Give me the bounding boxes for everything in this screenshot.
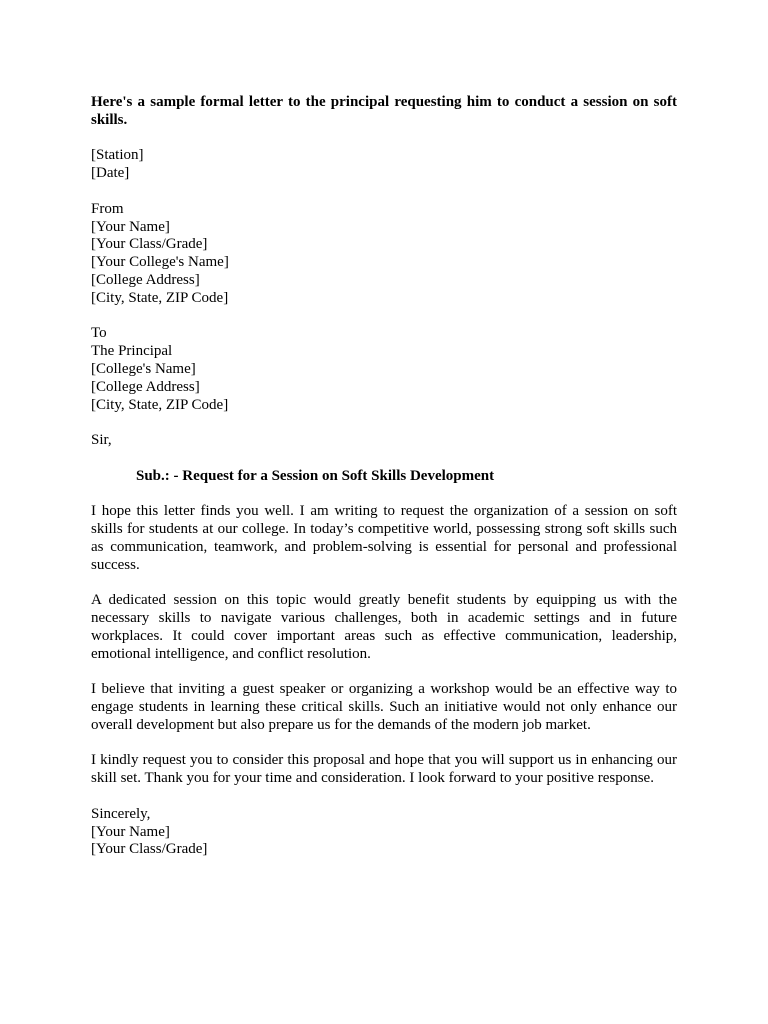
to-label: To bbox=[91, 325, 107, 342]
sender-name: [Your Name] bbox=[91, 218, 170, 235]
to-address-block bbox=[91, 325, 677, 414]
spacer bbox=[91, 130, 677, 148]
spacer bbox=[91, 486, 677, 504]
spacer bbox=[91, 788, 677, 806]
closing-class: [Your Class/Grade] bbox=[91, 841, 208, 858]
salutation: Sir, bbox=[91, 432, 112, 449]
closing-block bbox=[91, 806, 677, 859]
from-address-block bbox=[91, 201, 677, 308]
body-paragraph-1: I hope this letter finds you well. I am writing to request the organization of a session on soft skills for students at our college. In today’s competitive world, possessing strong soft skills such as communication, teamwork, and problem-solving is essential for personal and professional success. bbox=[91, 503, 677, 573]
spacer bbox=[91, 414, 677, 432]
spacer bbox=[91, 183, 677, 201]
body-paragraph-3: I believe that inviting a guest speaker or organizing a workshop would be an effective way to engage students in learning these critical skills. Such an initiative would not only enhance our overall development but also prepare us for the demands of the modern job market. bbox=[91, 681, 677, 733]
letter-document bbox=[91, 94, 677, 859]
from-label: From bbox=[91, 200, 124, 217]
body-paragraph-2: A dedicated session on this topic would greatly benefit students by equipping us with the necessary skills to navigate various challenges, both in academic settings and in future workplaces. It could cover important areas such as effective communication, leadership, emotional intelligence, and conflict resolution. bbox=[91, 592, 677, 662]
sender-address: [College Address] bbox=[91, 271, 200, 288]
closing-word: Sincerely, bbox=[91, 805, 151, 822]
intro-heading: Here's a sample formal letter to the principal requesting him to conduct a session on soft skills. bbox=[91, 94, 677, 128]
recipient-city: [City, State, ZIP Code] bbox=[91, 396, 229, 413]
sender-city: [City, State, ZIP Code] bbox=[91, 289, 229, 306]
spacer bbox=[91, 308, 677, 326]
spacer bbox=[91, 664, 677, 682]
spacer bbox=[91, 450, 677, 468]
closing-name: [Your Name] bbox=[91, 823, 170, 840]
sender-college: [Your College's Name] bbox=[91, 254, 229, 271]
recipient-college: [College's Name] bbox=[91, 360, 196, 377]
recipient-title: The Principal bbox=[91, 343, 173, 360]
date-line: [Date] bbox=[91, 165, 130, 182]
body-paragraph-4: I kindly request you to consider this proposal and hope that you will support us in enhancing our skill set. Thank you for your time and consideration. I look forward to your positive response. bbox=[91, 752, 677, 787]
subject-line: Sub.: - Request for a Session on Soft Skills Development bbox=[136, 467, 495, 484]
station-line: [Station] bbox=[91, 147, 144, 164]
spacer bbox=[91, 735, 677, 753]
station-date-block bbox=[91, 147, 677, 183]
sender-class: [Your Class/Grade] bbox=[91, 236, 208, 253]
spacer bbox=[91, 575, 677, 593]
recipient-address: [College Address] bbox=[91, 378, 200, 395]
